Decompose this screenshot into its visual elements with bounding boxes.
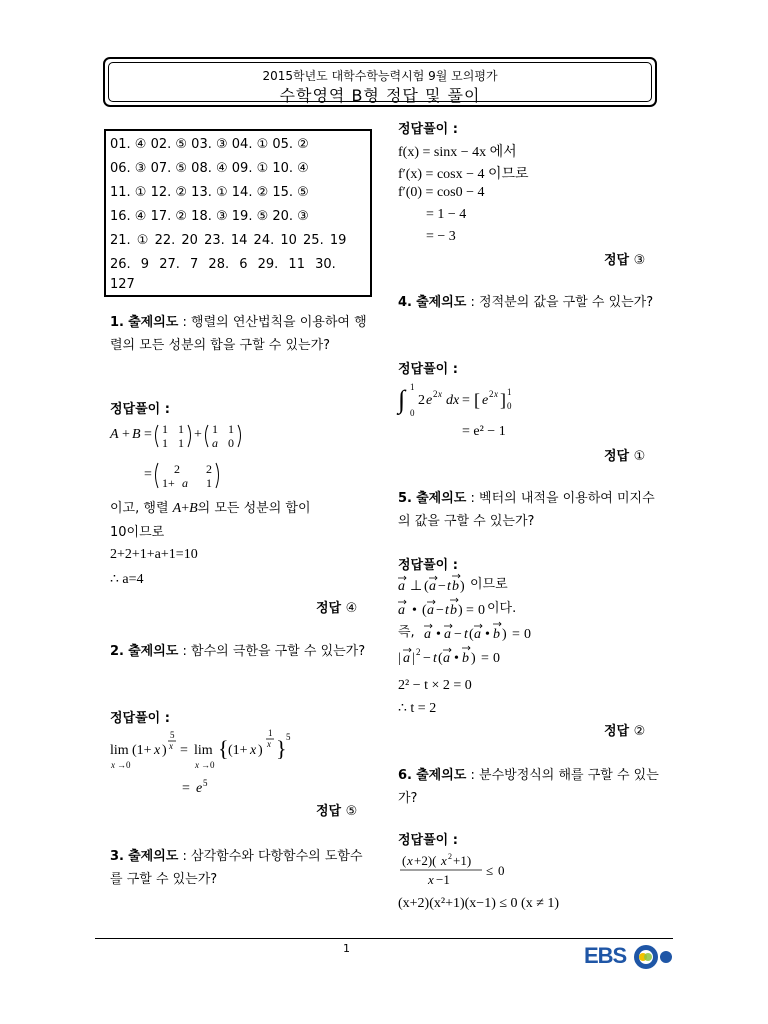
answer-key-row: 11. ① 12. ② 13. ① 14. ② 15. ⑤	[110, 185, 309, 200]
svg-text:(1+: (1+	[228, 743, 248, 758]
q6-fraction-inequality	[396, 850, 536, 890]
svg-text:a: a	[403, 651, 410, 666]
svg-text:+2)(: +2)(	[414, 853, 437, 868]
svg-text:0: 0	[410, 408, 415, 418]
q4-intent: 4. 출제의도 : 정적분의 값을 구할 수 있는가?	[398, 295, 654, 310]
svg-text:•: •	[412, 603, 417, 618]
svg-text:0: 0	[478, 603, 485, 618]
page-number: 1	[343, 942, 350, 955]
svg-text:x: x	[154, 743, 161, 758]
svg-text:1+: 1+	[162, 476, 175, 490]
svg-text:2: 2	[433, 389, 438, 399]
q3-line: = − 3	[426, 229, 456, 244]
svg-text:a: a	[427, 603, 434, 618]
svg-text:2: 2	[174, 462, 180, 476]
svg-text:B: B	[132, 427, 141, 442]
svg-text:x: x	[441, 853, 447, 868]
q4-solution-heading: 정답풀이 :	[398, 362, 458, 377]
svg-text:t: t	[445, 603, 449, 618]
q5-result: ∴ t = 2	[398, 701, 437, 716]
svg-text:x: x	[169, 741, 173, 751]
svg-text:lim: lim	[110, 743, 129, 758]
answer-key-row: 26. 9 27. 7 28. 6 29. 11 30.	[110, 257, 336, 272]
svg-text:x: x	[494, 389, 498, 399]
svg-text:−: −	[438, 579, 446, 594]
svg-text:a: a	[182, 476, 188, 490]
svg-text:(1+: (1+	[132, 743, 152, 758]
q2-limit-equation	[108, 726, 308, 798]
svg-text:(: (	[469, 627, 474, 642]
svg-text:a: a	[398, 603, 405, 618]
svg-text:): )	[460, 579, 465, 594]
q2-solution-heading: 정답풀이 :	[110, 711, 170, 726]
svg-text:0: 0	[507, 401, 512, 411]
answer-key-row: 06. ③ 07. ⑤ 08. ④ 09. ① 10. ④	[110, 161, 309, 176]
exam-header	[103, 57, 657, 107]
svg-text:b: b	[493, 627, 500, 642]
svg-text:•: •	[454, 651, 459, 666]
svg-text:a: a	[443, 651, 450, 666]
svg-text:=: =	[481, 651, 489, 666]
svg-text:1: 1	[162, 436, 168, 450]
q2-answer: 정답 ⑤	[316, 804, 358, 819]
q3-solution-heading: 정답풀이 :	[398, 122, 458, 137]
svg-text:1: 1	[228, 422, 234, 436]
q5-line3-prefix: 즉,	[398, 625, 415, 640]
svg-text:→0: →0	[117, 760, 131, 770]
svg-text:): )	[458, 603, 463, 618]
svg-text:t: t	[433, 651, 437, 666]
q5-solution-heading: 정답풀이 :	[398, 558, 458, 573]
svg-text:5: 5	[203, 778, 208, 788]
q1-intent: 1. 출제의도 : 행렬의 연산법칙을 이용하여 행렬의 모든 성분의 합을 구할 수 있는가?	[110, 315, 367, 353]
q1-text-line: 10이므로	[110, 525, 165, 540]
svg-text:=: =	[462, 393, 470, 408]
svg-text:•: •	[485, 627, 490, 642]
footer-divider	[95, 938, 673, 939]
svg-text:): )	[471, 651, 476, 666]
svg-text:): )	[502, 627, 507, 642]
exam-header-inner	[108, 62, 652, 105]
ebs-logo-mark	[632, 942, 682, 972]
q4-line: = e² − 1	[462, 424, 506, 439]
q1-sum-equation: 2+2+1+a+1=10	[110, 547, 198, 562]
q1-text-line: 이고, 행렬 A+B의 모든 성분의 합이	[110, 501, 311, 516]
svg-text:+: +	[194, 427, 202, 442]
svg-text:0: 0	[493, 651, 500, 666]
q5-dot-zero-line	[396, 596, 566, 618]
q4-integral-equation	[396, 378, 536, 418]
svg-text:0: 0	[498, 863, 505, 878]
q5-line: 2² − t × 2 = 0	[398, 678, 472, 693]
svg-text:•: •	[436, 627, 441, 642]
svg-text:x: x	[250, 743, 257, 758]
q1-matrix-equation	[108, 418, 268, 496]
svg-text:1: 1	[162, 422, 168, 436]
svg-text:|: |	[412, 651, 415, 666]
q5-intent: 5. 출제의도 : 벡터의 내적을 이용하여 미지수의 값을 구할 수 있는가?	[398, 491, 655, 529]
answer-key-box	[104, 129, 372, 297]
svg-text:a: a	[474, 627, 481, 642]
svg-text:≤: ≤	[486, 863, 494, 878]
svg-text:x: x	[407, 853, 413, 868]
answer-key-row: 16. ④ 17. ② 18. ③ 19. ⑤ 20. ③	[110, 209, 309, 224]
svg-text:): )	[258, 743, 263, 758]
svg-text:x: x	[438, 389, 442, 399]
svg-text:t: t	[464, 627, 468, 642]
q5-norm-line	[396, 644, 536, 666]
svg-text:|: |	[398, 651, 401, 666]
exam-subtitle: 수학영역 B형 정답 및 풀이	[279, 86, 481, 105]
q2-intent: 2. 출제의도 : 함수의 극한을 구할 수 있는가?	[110, 644, 366, 659]
svg-text:a: a	[212, 436, 218, 450]
svg-text:t: t	[447, 579, 451, 594]
svg-text:x: x	[267, 739, 271, 749]
q5-line1-suffix: 이므로	[470, 577, 508, 592]
q6-solution-heading: 정답풀이 :	[398, 833, 458, 848]
ebs-logo	[584, 940, 684, 974]
q4-answer: 정답 ①	[604, 449, 646, 464]
svg-text:−: −	[454, 627, 462, 642]
svg-text:=: =	[182, 781, 190, 796]
svg-text:2: 2	[206, 462, 212, 476]
q5-expanded-line	[422, 620, 562, 642]
svg-text:2: 2	[418, 393, 425, 408]
q3-intent: 3. 출제의도 : 삼각함수와 다항함수의 도함수를 구할 수 있는가?	[110, 849, 363, 887]
svg-text:1: 1	[410, 382, 415, 392]
svg-text:e: e	[196, 781, 203, 796]
svg-text:0: 0	[524, 627, 531, 642]
svg-text:1: 1	[178, 422, 184, 436]
svg-text:−1: −1	[436, 872, 450, 887]
svg-text:1: 1	[178, 436, 184, 450]
svg-text:x: x	[428, 872, 434, 887]
svg-text:lim: lim	[194, 743, 213, 758]
svg-text:b: b	[450, 603, 457, 618]
q3-answer: 정답 ③	[604, 253, 646, 268]
q1-solution-heading: 정답풀이 :	[110, 402, 170, 417]
svg-text:1: 1	[206, 476, 212, 490]
answer-key-row: 21. ① 22. 20 23. 14 24. 10 25. 19	[110, 233, 347, 248]
answer-key-row: 127	[110, 277, 135, 292]
q1-answer: 정답 ④	[316, 601, 358, 616]
svg-text:e: e	[482, 393, 489, 408]
svg-text:b: b	[452, 579, 459, 594]
svg-text:A: A	[110, 427, 119, 442]
svg-text:5: 5	[170, 730, 175, 740]
svg-text:1: 1	[212, 422, 218, 436]
answer-key-row: 01. ④ 02. ⑤ 03. ③ 04. ① 05. ②	[110, 137, 309, 152]
svg-text:dx: dx	[446, 393, 460, 408]
svg-text:a: a	[429, 579, 436, 594]
exam-title: 2015학년도 대학수학능력시험 9월 모의평가	[262, 69, 498, 83]
svg-text:a: a	[398, 579, 405, 594]
q3-line: = 1 − 4	[426, 207, 467, 222]
svg-text:+: +	[122, 427, 130, 442]
svg-text:2: 2	[448, 852, 452, 861]
ebs-logo-text: EBS	[584, 943, 627, 968]
svg-text:): )	[162, 743, 167, 758]
svg-text:1: 1	[268, 728, 273, 738]
svg-text:e: e	[426, 393, 433, 408]
q3-line: f′(x) = cosx − 4 이므로	[398, 167, 529, 182]
svg-text:x: x	[195, 760, 199, 770]
svg-text:}: }	[276, 736, 287, 761]
q3-line: f(x) = sinx − 4x 에서	[398, 145, 517, 160]
svg-text:(: (	[422, 603, 427, 618]
q6-intent: 6. 출제의도 : 분수방정식의 해를 구할 수 있는가?	[398, 768, 659, 806]
svg-text:(: (	[402, 853, 407, 868]
svg-text:0: 0	[228, 436, 234, 450]
svg-text:]: ]	[500, 390, 506, 410]
svg-text:=: =	[466, 603, 474, 618]
svg-text:5: 5	[286, 732, 291, 742]
svg-text:(: (	[438, 651, 443, 666]
svg-text:=: =	[144, 467, 152, 482]
q1-result: ∴ a=4	[110, 572, 144, 587]
svg-text:b: b	[462, 651, 469, 666]
svg-text:x: x	[111, 760, 115, 770]
q5-line2-suffix: 이다.	[487, 601, 517, 616]
q6-line: (x+2)(x²+1)(x−1) ≤ 0 (x ≠ 1)	[398, 896, 560, 911]
svg-text:+1): +1)	[453, 853, 472, 868]
q3-line: f′(0) = cos0 − 4	[398, 185, 485, 200]
svg-text:→0: →0	[201, 760, 215, 770]
svg-text:2: 2	[416, 647, 421, 657]
svg-text:⊥: ⊥	[410, 579, 423, 594]
svg-text:=: =	[512, 627, 520, 642]
svg-text:∫: ∫	[398, 385, 406, 414]
svg-text:=: =	[144, 427, 152, 442]
svg-text:1: 1	[507, 387, 512, 397]
svg-text:[: [	[474, 390, 480, 410]
svg-text:−: −	[423, 651, 431, 666]
svg-text:2: 2	[489, 389, 494, 399]
svg-text:{: {	[218, 736, 229, 761]
q5-answer: 정답 ②	[604, 724, 646, 739]
svg-text:a: a	[444, 627, 451, 642]
svg-text:−: −	[436, 603, 444, 618]
svg-text:=: =	[180, 743, 188, 758]
svg-text:a: a	[424, 627, 431, 642]
svg-text:(: (	[424, 579, 429, 594]
